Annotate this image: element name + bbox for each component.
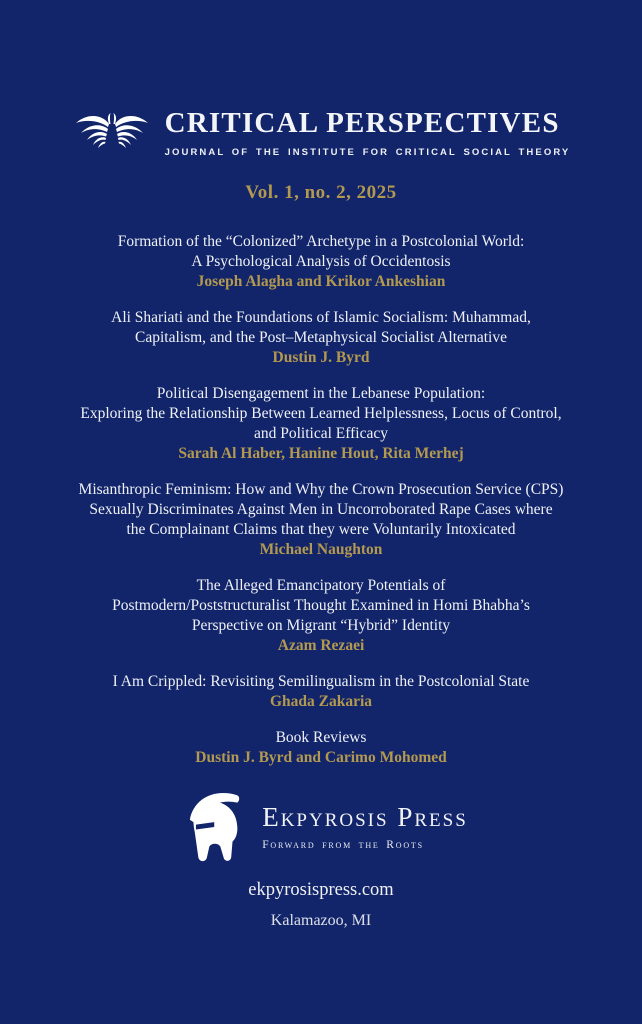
- article-authors: Dustin J. Byrd: [272, 349, 370, 366]
- article-title-line: Political Disengagement in the Lebanese Population:: [156, 385, 486, 402]
- article-title-line: Formation of the “Colonized” Archetype in a Postcolonial World:: [117, 233, 525, 250]
- article-title-line: Perspective on Migrant “Hybrid” Identity: [191, 617, 451, 634]
- masthead-text: [164, 106, 571, 158]
- toc-entry: [0, 728, 642, 768]
- publisher-website: ekpyrosispress.com: [248, 880, 394, 900]
- toc-entry: [0, 384, 642, 464]
- publisher-logo: [0, 788, 642, 866]
- toc-entry: [0, 480, 642, 560]
- wings-icon: [72, 108, 152, 158]
- journal-title: CRITICAL PERSPECTIVES: [164, 106, 560, 139]
- journal-subtitle: JOURNAL OF THE INSTITUTE FOR CRITICAL SOCIAL THEORY: [164, 146, 571, 158]
- spartan-helmet-icon: [174, 788, 252, 866]
- publisher-text: [262, 801, 468, 851]
- article-authors: Joseph Alagha and Krikor Ankeshian: [196, 273, 446, 290]
- article-title-line: Postmodern/Poststructuralist Thought Examined in Homi Bhabha’s: [112, 597, 530, 614]
- article-title-line: Book Reviews: [275, 729, 367, 746]
- toc-list: [0, 232, 642, 768]
- article-authors: Ghada Zakaria: [269, 693, 373, 710]
- article-authors: Michael Naughton: [259, 541, 383, 558]
- publisher-location: Kalamazoo, MI: [270, 912, 372, 929]
- article-title-line: and Political Efficacy: [254, 425, 388, 442]
- publisher-tagline: Forward from the Roots: [262, 838, 424, 851]
- toc-entry: [0, 232, 642, 292]
- volume-line: Vol. 1, no. 2, 2025: [245, 182, 397, 203]
- article-title-line: the Complainant Claims that they were Voluntarily Intoxicated: [126, 521, 516, 538]
- article-title-line: Misanthropic Feminism: How and Why the Crown Prosecution Service (CPS): [78, 481, 564, 498]
- toc-entry: [0, 672, 642, 712]
- publisher-name: Ekpyrosis Press: [262, 801, 468, 832]
- article-authors: Sarah Al Haber, Hanine Hout, Rita Merhej: [178, 445, 464, 462]
- toc-entry: [0, 576, 642, 656]
- article-title-line: The Alleged Emancipatory Potentials of: [196, 577, 446, 594]
- article-title-line: Sexually Discriminates Against Men in Uncorroborated Rape Cases where: [89, 501, 553, 518]
- article-title-line: A Psychological Analysis of Occidentosis: [191, 253, 451, 270]
- article-title-line: Capitalism, and the Post–Metaphysical Socialist Alternative: [135, 329, 507, 346]
- article-title-line: Exploring the Relationship Between Learned Helplessness, Locus of Control,: [80, 405, 562, 422]
- article-authors: Azam Rezaei: [277, 637, 365, 654]
- article-title-line: I Am Crippled: Revisiting Semilingualism in the Postcolonial State: [112, 673, 530, 690]
- toc-entry: [0, 308, 642, 368]
- article-authors: Dustin J. Byrd and Carimo Mohomed: [195, 749, 447, 766]
- article-title-line: Ali Shariati and the Foundations of Islamic Socialism: Muhammad,: [111, 309, 531, 326]
- masthead: [0, 0, 642, 158]
